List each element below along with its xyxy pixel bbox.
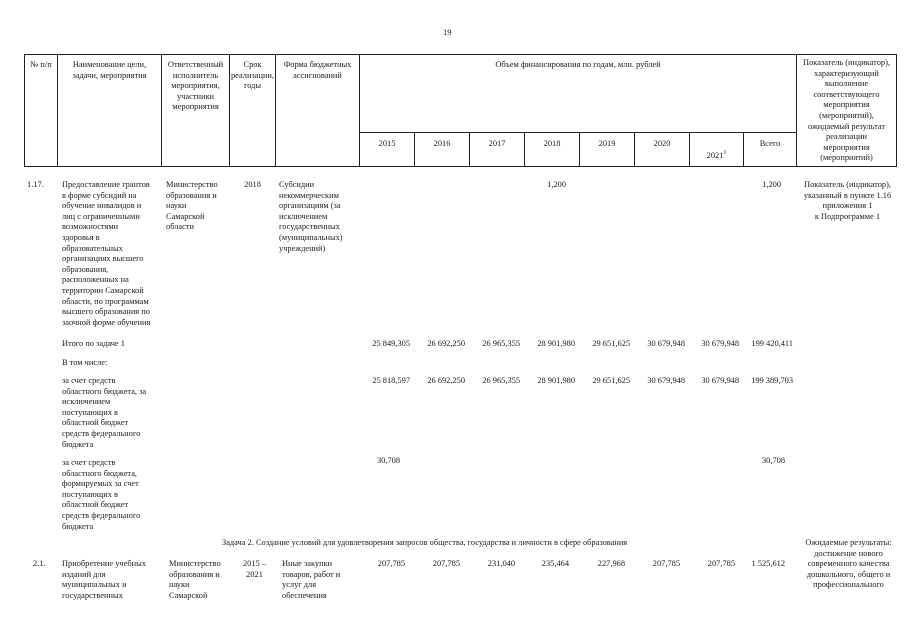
itogo-value-2015: 25 849,305 — [372, 339, 410, 348]
header-year-2016: 2016 — [433, 139, 451, 148]
regional-value-2020: 30 679,948 — [647, 376, 685, 385]
row-117-value-2018: 1,200 — [547, 180, 566, 189]
row-117-name: Предоставление грантов в форме субсидий на обучение инвалидов и лиц с ограниченными возможностями здоровья в образовательных организациях высшего образования, расположенных на территории Самарской области, по программам высшего образования по заочной форме обучения — [62, 180, 151, 327]
itogo-value-2019: 29 651,625 — [592, 339, 630, 348]
regional-value-2019: 29 651,625 — [592, 376, 630, 385]
row-21-value-2020: 207,785 — [652, 559, 680, 568]
regional-value-2016: 26 692,250 — [427, 376, 465, 385]
header-responsible: Ответственный исполнитель мероприятия, участники мероприятия — [167, 60, 224, 112]
row-21-name: Приобретение учебных изданий для муниципальных и государственных — [62, 559, 146, 600]
row-21-responsible: Министерство образования и науки Самарской — [169, 559, 221, 600]
itogo-value-2017: 26 965,355 — [482, 339, 520, 348]
row-21-term: 2015 – 2021 — [242, 559, 267, 579]
v-tom-chisle: В том числе: — [62, 358, 108, 367]
task2-result: Ожидаемые результаты: достижение нового современного качества дошкольного, общего и профессионального — [805, 538, 892, 590]
regional-value-2021: 30 679,948 — [701, 376, 739, 385]
federal-value-2015: 30,708 — [377, 456, 401, 465]
itogo-value-2021: 30 679,948 — [701, 339, 739, 348]
header-year-2019: 2019 — [598, 139, 616, 148]
row-117-responsible: Министерство образования и науки Самарской области — [166, 180, 218, 232]
header-year-2017: 2017 — [488, 139, 506, 148]
itogo-total: 199 420,411 — [751, 339, 793, 348]
header-year-2015: 2015 — [378, 139, 396, 148]
row-21-value-2018: 235,464 — [541, 559, 569, 568]
row-117-num: 1.17. — [27, 180, 44, 189]
regional-value-2018: 28 901,980 — [537, 376, 575, 385]
header-year-2018: 2018 — [543, 139, 561, 148]
row-21-form: Иные закупки товаров, работ и услуг для обеспечения — [282, 559, 341, 600]
row-117-total: 1,200 — [762, 180, 781, 189]
header-total: Всего — [759, 139, 781, 148]
row-21-num: 2.1. — [33, 559, 46, 568]
header-volume: Объем финансирования по годам, млн. рублей — [495, 60, 661, 69]
itogo-value-2018: 28 901,980 — [537, 339, 575, 348]
footnote-marker: 1 — [723, 149, 727, 156]
row-21-value-2017: 231,040 — [487, 559, 515, 568]
regional-value-2017: 26 965,355 — [482, 376, 520, 385]
regional-label: за счет средств областного бюджета, за исключением поступающих в областной бюджет средств федерального бюджета — [62, 376, 147, 449]
header-year-2021 — [690, 137, 743, 161]
header-indicator: Показатель (индикатор), характеризующий выполнение соответствующего мероприятия (мероприятий), ожидаемый результат реализации мероприятия (мероприятий) — [803, 58, 890, 163]
regional-total: 199 389,703 — [751, 376, 793, 385]
row-21-value-2021: 207,785 — [707, 559, 735, 568]
task2-title: Задача 2. Создание условий для удовлетворения запросов общества, государства и личности в сфере образования — [222, 538, 628, 547]
header-name: Наименование цели, задачи, мероприятия — [72, 60, 147, 80]
itogo-label: Итого по задаче 1 — [62, 339, 125, 348]
page-number: 19 — [443, 27, 452, 37]
itogo-value-2020: 30 679,948 — [647, 339, 685, 348]
header-form: Форма бюджетных ассигнований — [283, 60, 352, 80]
row-21-total: 1 525,612 — [751, 559, 785, 568]
header-year-2020: 2020 — [653, 139, 671, 148]
row-21-value-2019: 227,968 — [597, 559, 625, 568]
row-21-value-2015: 207,785 — [377, 559, 405, 568]
header-term: Срок реализации, годы — [230, 60, 275, 91]
regional-value-2015: 25 818,597 — [372, 376, 410, 385]
row-117-indicator: Показатель (индикатор), указанный в пункте 1.16 приложения 1 к Подпрограмме 1 — [803, 180, 892, 221]
row-117-form: Субсидии некоммерческим организациям (за исключением государственных (муниципальных) учреждений) — [279, 180, 343, 253]
header-year-2021-label: 2021 — [706, 150, 724, 160]
header-num: № п/п — [30, 60, 52, 69]
row-21-value-2016: 207,785 — [432, 559, 460, 568]
row-117-term: 2018 — [244, 180, 261, 189]
federal-label: за счет средств областного бюджета, формируемых за счет поступающих в областной бюджет средств федерального бюджета — [62, 458, 141, 531]
itogo-value-2016: 26 692,250 — [427, 339, 465, 348]
federal-total: 30,708 — [761, 456, 785, 465]
